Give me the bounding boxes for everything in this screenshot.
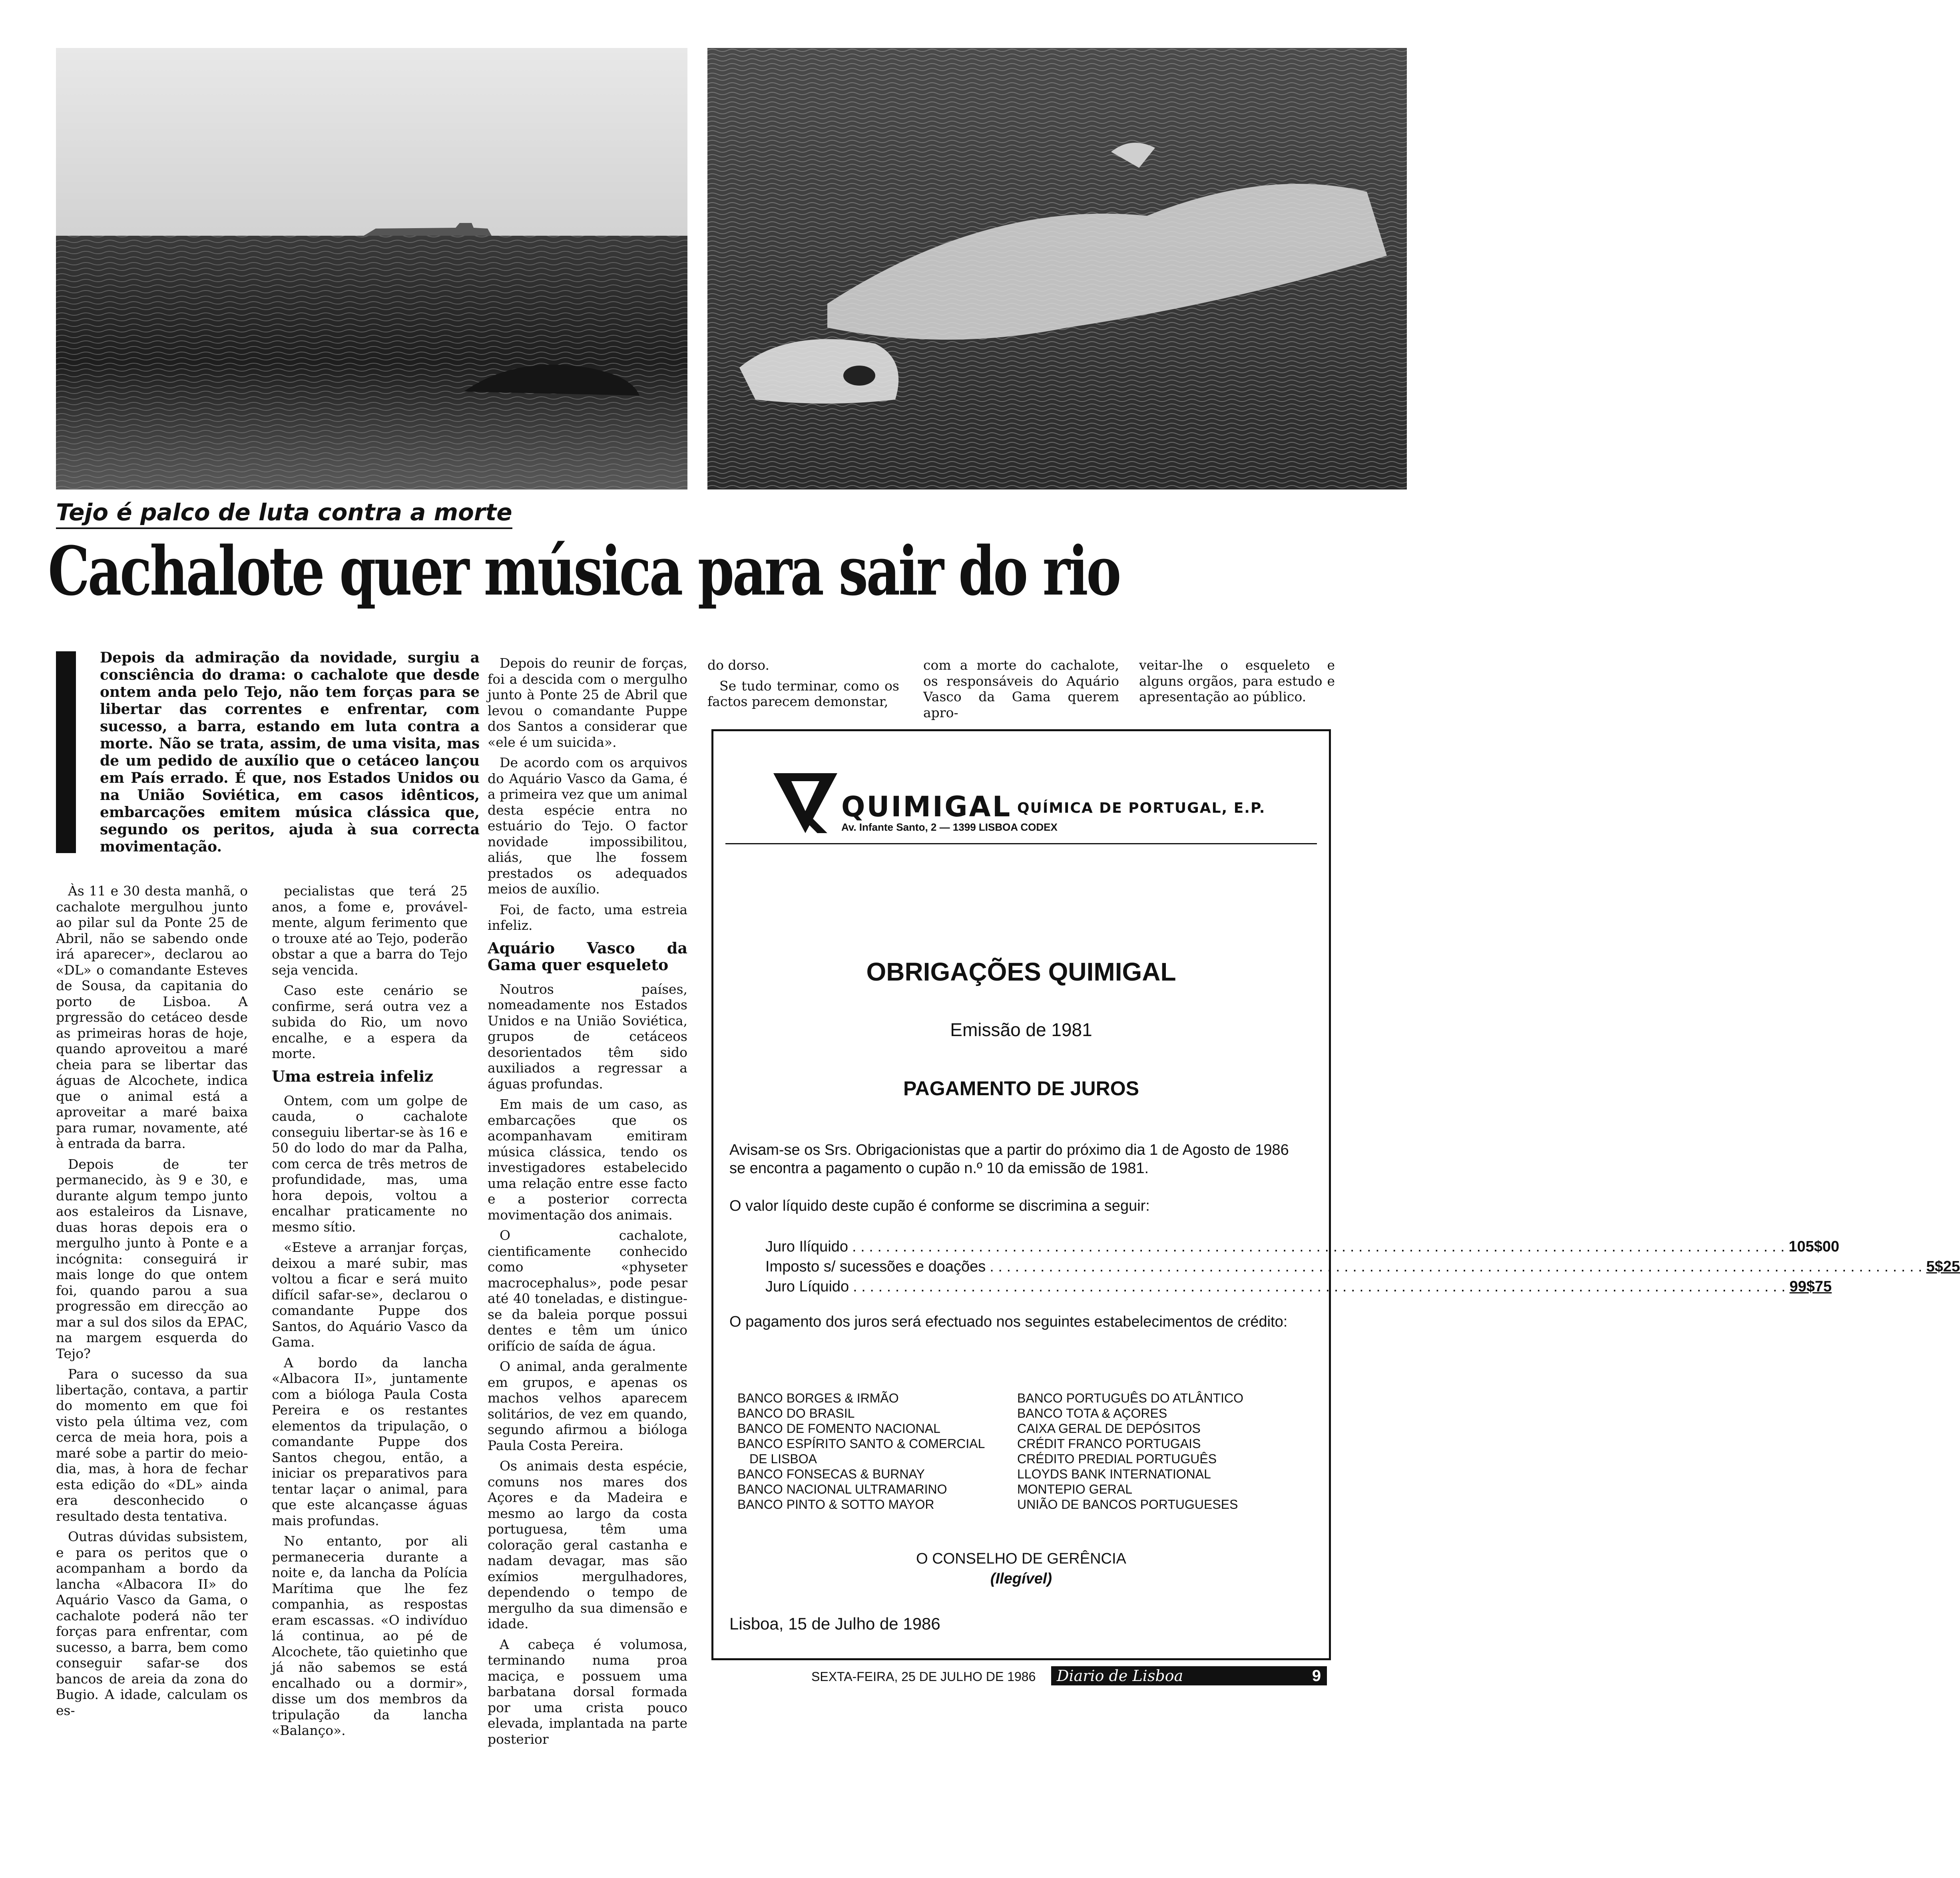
bank-name: BANCO PINTO & SOTTO MAYOR [737, 1497, 934, 1512]
subheading: Aquário Vasco da Gama quer esqueleto [488, 939, 687, 974]
quimigal-logo-icon [773, 773, 837, 833]
bank-name: LLOYDS BANK INTERNATIONAL [1017, 1467, 1211, 1481]
ad-title: OBRIGAÇÕES QUIMIGAL [866, 957, 1176, 986]
paragraph: Para o sucesso da sua libertação, contava, a partir do momento em que foi visto pela última vez, com cerca de meia hora, pois a maré sobe a partir do meio-dia, mas, à hora de fechar esta edição do «DL» ainda era desconhecido o resultado desta tentativa. [56, 1366, 248, 1524]
logo-address: Av. Infante Santo, 2 — 1399 LISBOA CODEX [841, 821, 1058, 833]
paragraph: Em mais de um caso, as embarcações que os acompanhavam emitiram música clássica, tendo os investigadores estabelecido uma relação entre esse facto e a posterior correcta movimentação dos animais. [488, 1096, 687, 1223]
paragraph: Outras dúvidas subsistem, e para os peritos que o acompanham a bordo da lancha «Albacora II» do Aquário Vasco da Gama, o cachalote poderá não ter forças para enfrentar, com sucesso, a barra, bem como conseguir safar-se dos bancos de areia da zona do Bugio. A idade, calculam os es- [56, 1529, 248, 1718]
paragraph: do dorso. [707, 657, 769, 673]
bank-name: CRÉDIT FRANCO PORTUGAIS [1017, 1436, 1201, 1451]
paragraph: De acordo com os arquivos do Aquário Vasco da Gama, é a primeira vez que um animal desta espécie entra no estuário do Tejo. O factor novidade impossibilitou, aliás, que lhe fossem prestados os adequados meios de auxílio. [488, 755, 687, 897]
headline: Cachalote quer música para sair do rio [48, 531, 1119, 611]
article-column-6 [1139, 657, 1335, 709]
bank-name: BANCO FONSECAS & BURNAY [737, 1467, 925, 1481]
whale-photo-right [707, 48, 1407, 489]
bank-name: CAIXA GERAL DE DEPÓSITOS [1017, 1421, 1201, 1436]
ad-section-title: PAGAMENTO DE JUROS [903, 1077, 1139, 1100]
bank-name: CRÉDITO PREDIAL PORTUGUÊS [1017, 1452, 1217, 1466]
paragraph: Foi, de facto, uma estreia infeliz. [488, 901, 687, 933]
article-column-1 [56, 883, 248, 1718]
article-column-2 [272, 883, 468, 1738]
ad-signature-note: (Ilegível) [990, 1570, 1052, 1587]
bank-name: BANCO NACIONAL ULTRAMARINO [737, 1482, 947, 1496]
bank-list-right [1017, 1391, 1243, 1512]
interest-row-label: Juro Ilíquido [765, 1238, 849, 1255]
kicker: Tejo é palco de luta contra a morte [56, 499, 512, 529]
ad-notice: Avisam-se os Srs. Obrigacionistas que a partir do próximo dia 1 de Agosto de 1986 se encontra a pagamento o cupão n.º 10 da emissão de 1981. [729, 1142, 1289, 1177]
bank-name: DE LISBOA [749, 1452, 817, 1466]
paragraph: A cabeça é volumosa, terminando numa proa maciça, e possuem uma barbatana dorsal formada por uma crista pouco elevada, implantada na parte posterior [488, 1636, 687, 1747]
bank-name: BANCO DO BRASIL [737, 1406, 855, 1420]
subheading: Uma estreia infeliz [272, 1067, 433, 1085]
interest-row [765, 1237, 1840, 1257]
logo-tagline: QUÍMICA DE PORTUGAL, E.P. [1017, 800, 1266, 816]
bank-name: BANCO PORTUGUÊS DO ATLÂNTICO [1017, 1391, 1244, 1405]
bank-name: UNIÃO DE BANCOS PORTUGUESES [1017, 1497, 1238, 1512]
lead-text: Depois da admiração da novidade, surgiu a consciência do drama: o cachalote que desde ontem anda pelo Tejo, não tem forças para se libertar das correntes e enfrentar, com sucesso, a barra, estando em luta contra a morte. Não se trata, assim, de uma visita, mas de um pedido de auxílio que o cetáceo lançou em País errado. É que, nos Estados Unidos ou na União Soviética, em casos idênticos, embarcações emitem música clássica que, segundo os peritos, ajuda à sua correcta movimentação. [100, 649, 480, 855]
paragraph: «Esteve a arranjar forças, deixou a maré subir, mas voltou a ficar e será muito difícil safar-se», declarou o comandante Puppe dos Santos, do Aquário Vasco da Gama. [272, 1239, 468, 1350]
logo-name: QUIMIGAL [841, 790, 1012, 823]
divider [725, 843, 1317, 844]
interest-row-value: 99$75 [1789, 1278, 1832, 1295]
paragraph: No entanto, por ali permaneceria durante a noite e, da lancha da Polícia Marítima que lhe fez companhia, as respostas eram escassas. «O indivíduo lá continua, ao pé de Alcochete, tão quietinho que já não sabemos se está encalhado ou a dormir», disse um dos membros da tripulação da lancha «Balanço». [272, 1533, 468, 1738]
paragraph: Ontem, com um golpe de cauda, o cachalote conseguiu libertar-se às 16 e 50 do lodo do mar da Palha, com cerca de três metros de profundidade, mas, uma hora depois, voltou a encalhar praticamente no mesmo sítio. [272, 1092, 468, 1235]
leader-dots [853, 1277, 1785, 1297]
interest-row-value: 5$25 [1926, 1258, 1960, 1275]
bank-name: BANCO BORGES & IRMÃO [737, 1391, 899, 1405]
issue-date: SEXTA-FEIRA, 25 DE JULHO DE 1986 [811, 1669, 1036, 1684]
paragraph: Caso este cenário se confirme, será outra vez a subida do Rio, um novo encalhe, e a espera da morte. [272, 983, 468, 1061]
page-number: 9 [1312, 1667, 1321, 1685]
paragraph: Às 11 e 30 desta manhã, o cachalote mergulhou junto ao pilar sul da Ponte 25 de Abril, não se sabendo onde irá aparecer», declarou ao «DL» o comandante Esteves de Sousa, da capitania do porto de Lisboa. A prgressão do cetáceo desde as primeiras horas de hoje, quando aproveitou a maré cheia para se libertar das águas de Alcochete, indica que o animal está a aproveitar a maré baixa para rumar, novamente, até à entrada da barra. [56, 883, 248, 1151]
interest-row-value: 105$00 [1789, 1238, 1840, 1255]
paragraph: com a morte do cachalote, os responsáveis do Aquário Vasco da Gama querem apro- [923, 657, 1119, 720]
paragraph: A bordo da lancha «Albacora II», juntamente com a bióloga Paula Costa Pereira e os restantes elementos da tripulação, o comandante Puppe dos Santos chegou, então, a iniciar os preparativos para tentar laçar o animal, para que este alcançasse águas mais profundas. [272, 1355, 468, 1528]
ad-payment-intro: O pagamento dos juros será efectuado nos seguintes estabelecimentos de crédito: [729, 1313, 1288, 1330]
ad-signatory: O CONSELHO DE GERÊNCIA [916, 1550, 1126, 1567]
newspaper-masthead: Diario de Lisboa [1051, 1666, 1327, 1685]
article-column-4 [707, 657, 899, 709]
ad-date: Lisboa, 15 de Julho de 1986 [729, 1614, 940, 1633]
bank-list-left [737, 1391, 985, 1512]
quimigal-advertisement [711, 729, 1960, 1660]
bank-name: MONTEPIO GERAL [1017, 1482, 1133, 1496]
interest-row [765, 1257, 1960, 1277]
paragraph: Depois de ter permanecido, às 9 e 30, e durante algum tempo junto aos estaleiros da Lisnave, duas horas depois era o mergulho junto à Ponte e a incógnita: conseguirá ir mais longe do que ontem foi, quando parou a sua progressão em direcção ao mar a sul dos silos da EPAC, na margem esquerda do Tejo? [56, 1156, 248, 1361]
article-column-3 [488, 655, 687, 1747]
paragraph: veitar-lhe o esqueleto e alguns orgãos, para estudo e apresentação ao público. [1139, 657, 1335, 704]
paragraph: pecialistas que terá 25 anos, a fome e, provável-mente, algum ferimento que o trouxe até ao Tejo, poderão obstar a que a barra do Tejo seja vencida. [272, 883, 468, 978]
paragraph: Noutros países, nomeadamente nos Estados Unidos e na União Soviética, grupos de cetáceos desorientados têm sido auxiliados a regressar a águas profundas. [488, 981, 687, 1092]
interest-row-label: Juro Líquido [765, 1278, 849, 1295]
paragraph: Se tudo terminar, como os factos parecem demonstar, [707, 678, 899, 709]
bank-name: BANCO ESPÍRITO SANTO & COMERCIAL [737, 1436, 985, 1451]
paragraph: O animal, anda geralmente em grupos, e apenas os machos velhos aparecem solitários, de vez em quando, segundo afirmou a bióloga Paula Costa Pereira. [488, 1359, 687, 1453]
paragraph: Depois do reunir de forças, foi a descida com o mergulho junto à Ponte 25 de Abril que levou o comandante Puppe dos Santos a considerar que «ele é um suicida». [488, 655, 687, 750]
whale-photo-left [56, 48, 687, 489]
leader-dots [990, 1257, 1922, 1277]
interest-row [765, 1277, 1832, 1297]
bank-name: BANCO TOTA & AÇORES [1017, 1406, 1167, 1420]
ad-subtitle: Emissão de 1981 [950, 1019, 1092, 1040]
lead-paragraph [64, 649, 480, 857]
ad-value-intro: O valor líquido deste cupão é conforme se discrimina a seguir: [729, 1198, 1150, 1214]
paragraph: Os animais desta espécie, comuns nos mares dos Açores e da Madeira e mesmo ao largo da costa portuguesa, têm uma coloração geral castanha e nadam devagar, mas são exímios mergulhadores, dependendo o tempo de mergulho da sua dimensão e idade. [488, 1458, 687, 1631]
paragraph: O cachalote, cientificamente conhecido como «physeter macrocephalus», pode pesar até 40 toneladas, e distingue-se da baleia porque possui dentes e têm um único orifício de saída de água. [488, 1227, 687, 1354]
leader-dots [852, 1237, 1785, 1257]
bank-name: BANCO DE FOMENTO NACIONAL [737, 1421, 940, 1436]
interest-row-label: Imposto s/ sucessões e doações [765, 1258, 986, 1275]
article-column-5 [923, 657, 1119, 720]
